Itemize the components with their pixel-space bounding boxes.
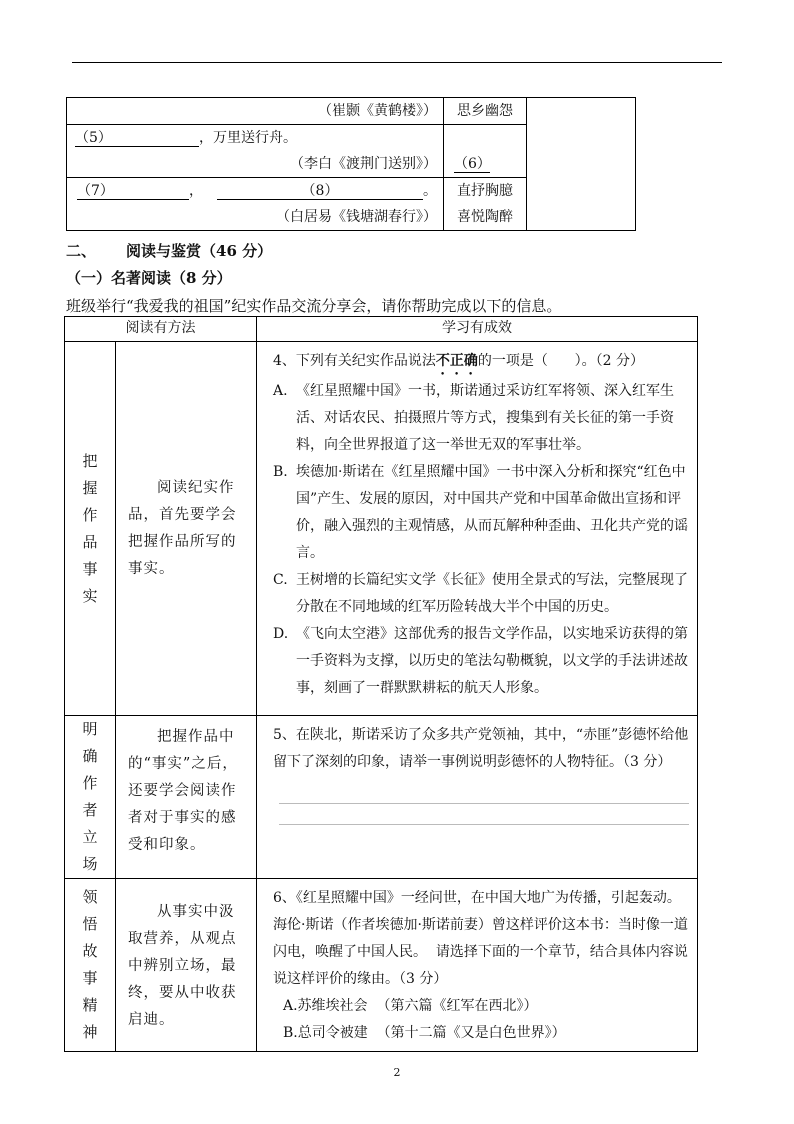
question-4: 4、下列有关纪实作品说法不正确的一项是（ ）。（2 分）	[273, 353, 644, 369]
option-b[interactable]: B. 埃德加·斯诺在《红星照耀中国》一书中深入分析和探究“红色中国”产生、发展的原因，对中国共产党和中国革命做出宣扬和评价，融入强烈的主观情感，从而瓦解种种歪曲、丑化共产党的谣言。	[273, 464, 688, 561]
option-a[interactable]: A. 《红星照耀中国》一书，斯诺通过采访红军将领、深入红军生活、对话农民、拍摄照片等方式，搜集到有关长征的第一手资料，向全世界报道了这一举世无双的军事壮举。	[273, 383, 674, 453]
poem-theme-1: 思乡幽怨	[457, 103, 513, 119]
method-text-3: 从事实中汲取营养，从观点中辨别立场，最终，要从中收获启迪。	[128, 904, 237, 1028]
answer-line-2[interactable]	[279, 804, 689, 825]
row-label-2: 明确 作者 立场	[65, 716, 116, 879]
method-cell-2	[116, 716, 257, 879]
question-cell-4	[257, 342, 698, 716]
choice-b[interactable]: B.总司令被建 （第十二篇《又是白色世界》）	[283, 1025, 566, 1041]
method-text-2: 把握作品中的“事实”之后，还要学会阅读作者对于事实的感受和印象。	[128, 729, 238, 853]
poem-theme-cell-1	[444, 98, 527, 125]
option-d[interactable]: D. 《飞向太空港》这部优秀的报告文学作品，以实地采访获得的第一手资料为支撑，以历史的笔法勾勒概貌，以文学的手法讲述故事，刻画了一群默默耕耘的航天人形象。	[273, 626, 688, 696]
section-number: 二、	[66, 242, 97, 260]
subsection-heading: （一）名著阅读（8 分）	[66, 269, 232, 287]
intro-text: 班级举行“我爱我的祖国”纪实作品交流分享会，请你帮助完成以下的信息。	[66, 297, 562, 315]
method-cell-3	[116, 879, 257, 1052]
method-cell-1	[116, 342, 257, 716]
poem-empty-cell	[527, 98, 636, 231]
emphasis-text: 不正确	[435, 353, 478, 369]
option-c[interactable]: C. 王树增的长篇纪实文学《长征》使用全景式的写法，完整展现了分散在不同地域的红军历险转战大半个中国的历史。	[273, 572, 688, 615]
question-5: 5、在陕北，斯诺采访了众多共产党领袖，其中，“赤匪”彭德怀给他留下了深刻的印象，请举一事例说明彭德怀的人物特征。（3 分）	[273, 727, 689, 770]
blank-8[interactable]: （8）	[217, 181, 423, 200]
poem-line-text: ，万里送行舟。	[199, 130, 297, 146]
poem-cell-3	[67, 178, 444, 231]
blank-7[interactable]: （7）	[77, 181, 189, 200]
header-method: 阅读有方法	[65, 317, 257, 342]
section-heading	[66, 240, 272, 261]
line-end: 。	[423, 183, 437, 199]
poem-cell-1	[67, 98, 444, 125]
poem-theme-cell-3	[444, 178, 527, 231]
method-text-1: 阅读纪实作品，首先要学会把握作品所写的事实。	[128, 479, 237, 577]
section-title: 阅读与鉴赏（46 分）	[126, 242, 273, 260]
poem-source-3: （白居易《钱塘湖春行》）	[276, 209, 437, 225]
reading-table	[64, 316, 698, 1052]
question-cell-6	[257, 879, 698, 1052]
header-result: 学习有成效	[257, 317, 698, 342]
poem-source-2: （李白《渡荆门送别》）	[290, 156, 437, 172]
blank-6[interactable]: （6）	[454, 156, 491, 172]
poem-theme-cell-2	[444, 125, 527, 178]
page-number: 2	[393, 1066, 401, 1079]
header-rule	[72, 62, 722, 63]
poetry-table	[66, 97, 636, 231]
comma: ，	[189, 183, 203, 199]
row-label-3: 领悟 故事 精神	[65, 879, 116, 1052]
answer-line-1[interactable]	[279, 776, 689, 804]
poem-cell-2	[67, 125, 444, 178]
choice-a[interactable]: A.苏维埃社会 （第六篇《红军在西北》）	[283, 998, 538, 1014]
question-6: 6、《红星照耀中国》一经问世，在中国大地广为传播，引起轰动。海伦·斯诺（作者埃德加·斯诺前妻）曾这样评价这本书：当时像一道闪电，唤醒了中国人民。 请选择下面的一个章节，结合具体内容说说这样评价的缘由。（3 分）	[273, 890, 688, 987]
question-cell-5	[257, 716, 698, 879]
poem-theme-3a: 直抒胸臆	[457, 183, 513, 199]
poem-source-1: （崔颢《黄鹤楼》）	[318, 103, 437, 119]
poem-theme-3b: 喜悦陶醉	[457, 209, 513, 225]
blank-5[interactable]: （5）	[75, 128, 199, 147]
row-label-1: 把握 作品 事实	[65, 342, 116, 716]
